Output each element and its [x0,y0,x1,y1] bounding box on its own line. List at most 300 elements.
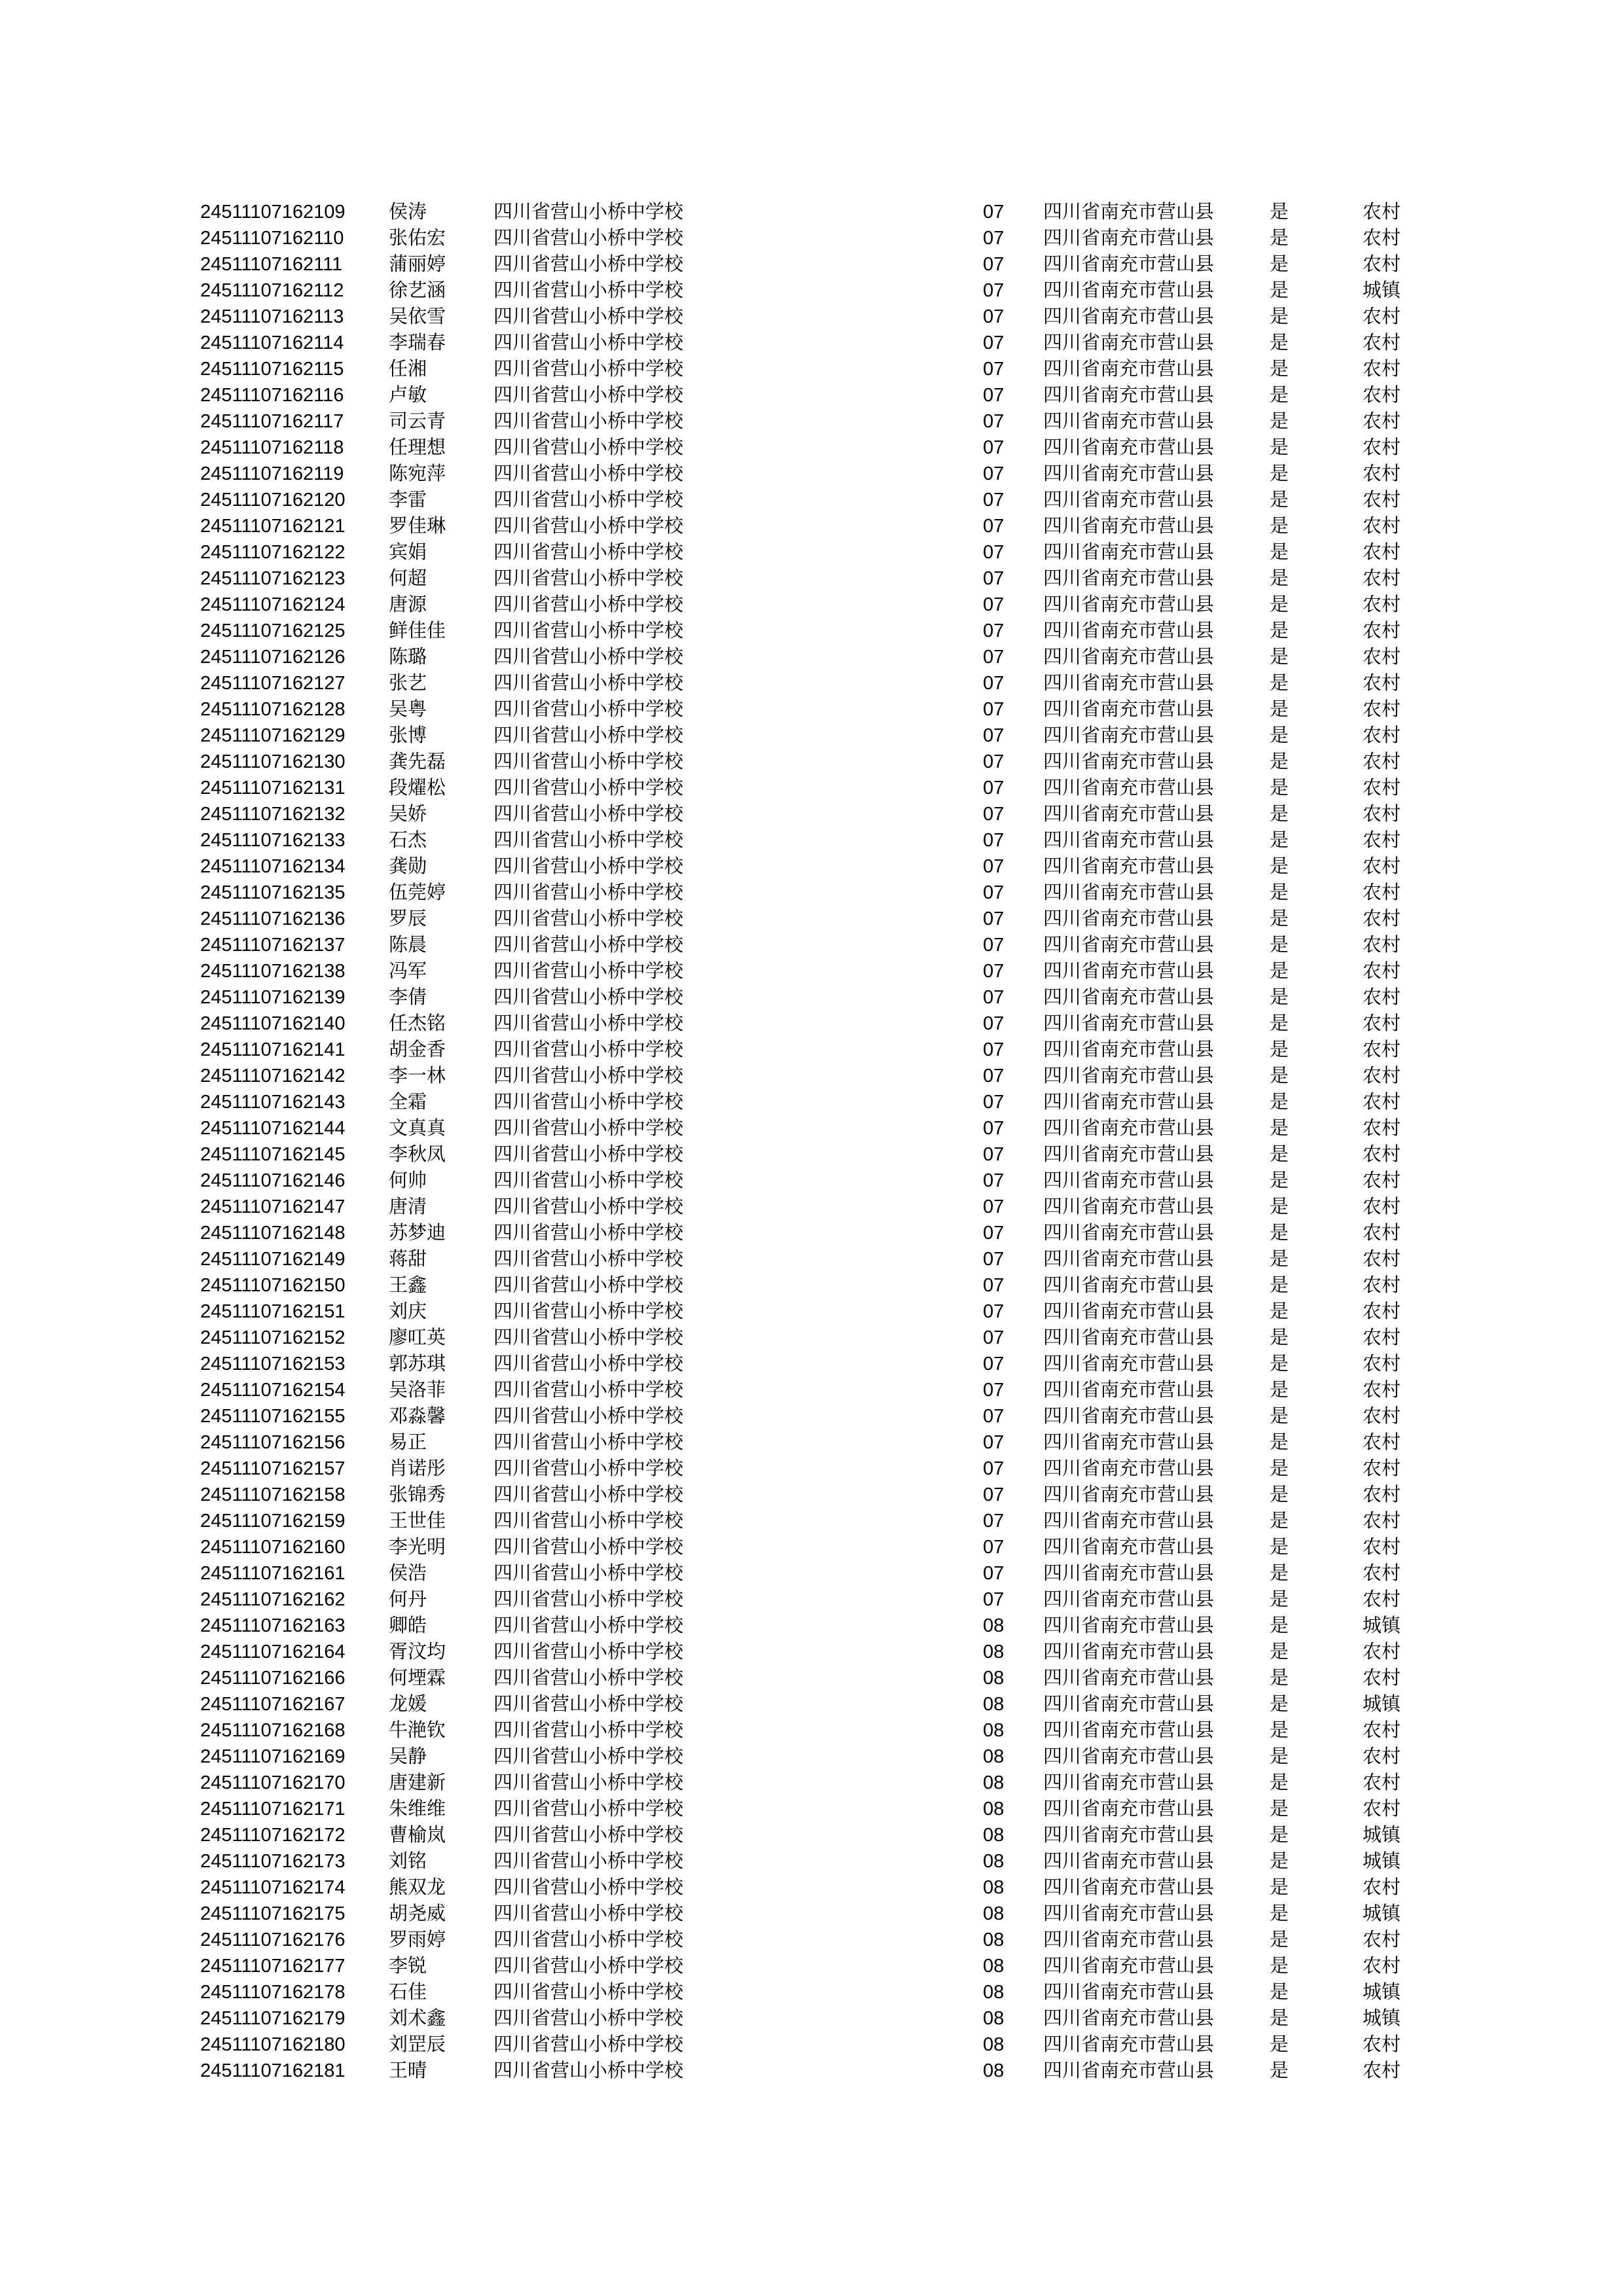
student-id: 24511107162111 [200,254,343,275]
school-name: 四川省营山小桥中学校 [493,1144,684,1165]
student-id: 24511107162129 [200,725,346,746]
student-id: 24511107162120 [200,490,346,511]
grade-code: 07 [983,1092,1005,1113]
student-name: 任杰铭 [389,1013,446,1034]
list-item [0,1953,1623,1979]
region: 四川省南充市营山县 [1043,1039,1215,1060]
region: 四川省南充市营山县 [1043,594,1215,615]
list-item [0,1822,1623,1848]
flag-value: 是 [1270,1877,1289,1898]
school-name: 四川省营山小桥中学校 [493,699,684,720]
flag-value: 是 [1270,1563,1289,1584]
area-type: 农村 [1363,1799,1401,1820]
list-item [0,225,1623,251]
school-name: 四川省营山小桥中学校 [493,1694,684,1715]
area-type: 农村 [1363,1589,1401,1610]
list-item [0,1665,1623,1691]
list-item [0,1456,1623,1482]
list-item [0,1403,1623,1429]
region: 四川省南充市营山县 [1043,463,1215,484]
school-name: 四川省营山小桥中学校 [493,1772,684,1793]
region: 四川省南充市营山县 [1043,2060,1215,2081]
list-item [0,1063,1623,1089]
region: 四川省南充市营山县 [1043,1799,1215,1820]
flag-value: 是 [1270,1092,1289,1113]
grade-code: 07 [983,228,1005,249]
region: 四川省南充市营山县 [1043,1851,1215,1872]
area-type: 农村 [1363,725,1401,746]
area-type: 农村 [1363,463,1401,484]
grade-code: 07 [983,568,1005,589]
grade-code: 07 [983,1589,1005,1610]
list-item [0,1587,1623,1613]
region: 四川省南充市营山县 [1043,1982,1215,2003]
school-name: 四川省营山小桥中学校 [493,1301,684,1322]
list-item [0,2058,1623,2084]
grade-code: 07 [983,1380,1005,1401]
region: 四川省南充市营山县 [1043,1327,1215,1348]
school-name: 四川省营山小桥中学校 [493,1641,684,1662]
grade-code: 07 [983,1537,1005,1558]
list-item [0,1482,1623,1508]
list-item [0,853,1623,880]
list-item [0,1560,1623,1587]
flag-value: 是 [1270,908,1289,929]
flag-value: 是 [1270,699,1289,720]
grade-code: 07 [983,306,1005,327]
student-name: 曹榆岚 [389,1825,446,1846]
grade-code: 08 [983,2034,1005,2055]
student-id: 24511107162152 [200,1327,346,1348]
student-name: 罗佳琳 [389,516,446,537]
student-id: 24511107162180 [200,2034,346,2055]
region: 四川省南充市营山县 [1043,1956,1215,1977]
area-type: 农村 [1363,1170,1401,1191]
list-item [0,723,1623,749]
grade-code: 07 [983,935,1005,956]
school-name: 四川省营山小桥中学校 [493,1249,684,1270]
flag-value: 是 [1270,359,1289,380]
region: 四川省南充市营山县 [1043,1903,1215,1924]
flag-value: 是 [1270,1301,1289,1322]
student-id: 24511107162119 [200,463,344,484]
grade-code: 07 [983,1223,1005,1244]
list-item [0,408,1623,435]
student-name: 陈晨 [389,935,427,956]
flag-value: 是 [1270,1746,1289,1767]
grade-code: 07 [983,1144,1005,1165]
grade-code: 07 [983,1301,1005,1322]
grade-code: 08 [983,1799,1005,1820]
region: 四川省南充市营山县 [1043,1641,1215,1662]
student-id: 24511107162114 [200,332,344,353]
region: 四川省南充市营山县 [1043,908,1215,929]
student-name: 牛滟钦 [389,1720,446,1741]
area-type: 农村 [1363,306,1401,327]
area-type: 农村 [1363,254,1401,275]
flag-value: 是 [1270,1929,1289,1950]
student-id: 24511107162175 [200,1903,346,1924]
area-type: 农村 [1363,1563,1401,1584]
grade-code: 08 [983,2008,1005,2029]
student-id: 24511107162163 [200,1615,346,1636]
area-type: 农村 [1363,699,1401,720]
student-name: 张锦秀 [389,1484,446,1505]
student-id: 24511107162109 [200,202,346,223]
school-name: 四川省营山小桥中学校 [493,516,684,537]
school-name: 四川省营山小桥中学校 [493,1354,684,1374]
student-name: 王世佳 [389,1511,446,1532]
region: 四川省南充市营山县 [1043,1170,1215,1191]
school-name: 四川省营山小桥中学校 [493,1039,684,1060]
area-type: 城镇 [1363,1982,1401,2003]
grade-code: 07 [983,908,1005,929]
school-name: 四川省营山小桥中学校 [493,1720,684,1741]
student-name: 蒋甜 [389,1249,427,1270]
list-item [0,199,1623,225]
region: 四川省南充市营山县 [1043,935,1215,956]
area-type: 农村 [1363,1877,1401,1898]
student-name: 罗雨婷 [389,1929,446,1950]
school-name: 四川省营山小桥中学校 [493,280,684,301]
region: 四川省南充市营山县 [1043,437,1215,458]
school-name: 四川省营山小桥中学校 [493,542,684,563]
region: 四川省南充市营山县 [1043,1825,1215,1846]
region: 四川省南充市营山县 [1043,1406,1215,1427]
list-item [0,827,1623,853]
list-item [0,1691,1623,1717]
student-id: 24511107162181 [200,2060,346,2081]
student-id: 24511107162112 [200,280,344,301]
flag-value: 是 [1270,725,1289,746]
student-name: 李雷 [389,490,427,511]
student-id: 24511107162154 [200,1380,346,1401]
student-name: 文真真 [389,1118,446,1139]
school-name: 四川省营山小桥中学校 [493,1563,684,1584]
student-id: 24511107162145 [200,1144,346,1165]
list-item [0,435,1623,461]
list-item [0,487,1623,513]
grade-code: 08 [983,1615,1005,1636]
grade-code: 07 [983,1013,1005,1034]
area-type: 城镇 [1363,1694,1401,1715]
student-name: 石佳 [389,1982,427,2003]
school-name: 四川省营山小桥中学校 [493,1458,684,1479]
area-type: 农村 [1363,1118,1401,1139]
region: 四川省南充市营山县 [1043,778,1215,798]
flag-value: 是 [1270,673,1289,694]
flag-value: 是 [1270,202,1289,223]
student-name: 王鑫 [389,1275,427,1296]
flag-value: 是 [1270,1589,1289,1610]
area-type: 农村 [1363,1720,1401,1741]
student-id: 24511107162130 [200,751,346,772]
flag-value: 是 [1270,751,1289,772]
grade-code: 07 [983,594,1005,615]
student-name: 何丹 [389,1589,427,1610]
student-name: 廖叿英 [389,1327,446,1348]
student-id: 24511107162164 [200,1641,346,1662]
area-type: 农村 [1363,437,1401,458]
grade-code: 08 [983,1746,1005,1767]
student-name: 卢敏 [389,385,427,406]
flag-value: 是 [1270,882,1289,903]
student-name: 全霜 [389,1092,427,1113]
student-id: 24511107162155 [200,1406,346,1427]
region: 四川省南充市营山县 [1043,542,1215,563]
student-name: 陈宛萍 [389,463,446,484]
student-id: 24511107162136 [200,908,346,929]
student-id: 24511107162170 [200,1772,346,1793]
flag-value: 是 [1270,2008,1289,2029]
school-name: 四川省营山小桥中学校 [493,463,684,484]
student-name: 胡金香 [389,1039,446,1060]
student-id: 24511107162142 [200,1066,346,1086]
area-type: 农村 [1363,908,1401,929]
flag-value: 是 [1270,1825,1289,1846]
school-name: 四川省营山小桥中学校 [493,202,684,223]
grade-code: 07 [983,1406,1005,1427]
list-item [0,670,1623,696]
school-name: 四川省营山小桥中学校 [493,830,684,851]
grade-code: 08 [983,1982,1005,2003]
grade-code: 07 [983,830,1005,851]
list-item [0,1744,1623,1770]
student-id: 24511107162117 [200,411,344,432]
student-id: 24511107162150 [200,1275,346,1296]
student-id: 24511107162153 [200,1354,346,1374]
student-id: 24511107162159 [200,1511,346,1532]
region: 四川省南充市营山县 [1043,280,1215,301]
area-type: 农村 [1363,1537,1401,1558]
student-name: 李一林 [389,1066,446,1086]
student-id: 24511107162132 [200,804,346,825]
area-type: 农村 [1363,516,1401,537]
list-item [0,984,1623,1011]
region: 四川省南充市营山县 [1043,1772,1215,1793]
list-item [0,356,1623,382]
flag-value: 是 [1270,1511,1289,1532]
grade-code: 07 [983,856,1005,877]
student-list [0,199,1623,2084]
list-item [0,1874,1623,1901]
list-item [0,644,1623,670]
student-name: 侯浩 [389,1563,427,1584]
student-name: 郭苏琪 [389,1354,446,1374]
flag-value: 是 [1270,1039,1289,1060]
student-name: 刘术鑫 [389,2008,446,2029]
school-name: 四川省营山小桥中学校 [493,908,684,929]
region: 四川省南充市营山县 [1043,1746,1215,1767]
list-item [0,1115,1623,1141]
school-name: 四川省营山小桥中学校 [493,1537,684,1558]
area-type: 农村 [1363,385,1401,406]
area-type: 农村 [1363,935,1401,956]
region: 四川省南充市营山县 [1043,1196,1215,1217]
student-id: 24511107162141 [200,1039,346,1060]
school-name: 四川省营山小桥中学校 [493,935,684,956]
flag-value: 是 [1270,1772,1289,1793]
flag-value: 是 [1270,1170,1289,1191]
grade-code: 07 [983,647,1005,668]
region: 四川省南充市营山县 [1043,830,1215,851]
student-name: 苏梦迪 [389,1223,446,1244]
school-name: 四川省营山小桥中学校 [493,1589,684,1610]
student-id: 24511107162134 [200,856,346,877]
school-name: 四川省营山小桥中学校 [493,254,684,275]
region: 四川省南充市营山县 [1043,751,1215,772]
area-type: 农村 [1363,1956,1401,1977]
student-id: 24511107162173 [200,1851,346,1872]
student-id: 24511107162137 [200,935,346,956]
region: 四川省南充市营山县 [1043,385,1215,406]
student-id: 24511107162167 [200,1694,346,1715]
school-name: 四川省营山小桥中学校 [493,490,684,511]
region: 四川省南充市营山县 [1043,1223,1215,1244]
grade-code: 08 [983,1694,1005,1715]
list-item [0,1901,1623,1927]
student-name: 任理想 [389,437,446,458]
grade-code: 07 [983,516,1005,537]
student-id: 24511107162166 [200,1668,346,1689]
area-type: 农村 [1363,568,1401,589]
school-name: 四川省营山小桥中学校 [493,2008,684,2029]
student-name: 何帅 [389,1170,427,1191]
school-name: 四川省营山小桥中学校 [493,411,684,432]
area-type: 城镇 [1363,1615,1401,1636]
area-type: 农村 [1363,359,1401,380]
school-name: 四川省营山小桥中学校 [493,725,684,746]
area-type: 农村 [1363,332,1401,353]
area-type: 农村 [1363,751,1401,772]
grade-code: 07 [983,620,1005,641]
list-item [0,1011,1623,1037]
student-name: 陈璐 [389,647,427,668]
student-name: 唐建新 [389,1772,446,1793]
student-name: 吴依雪 [389,306,446,327]
student-name: 李锐 [389,1956,427,1977]
area-type: 农村 [1363,411,1401,432]
student-name: 刘庆 [389,1301,427,1322]
student-id: 24511107162121 [200,516,346,537]
flag-value: 是 [1270,228,1289,249]
flag-value: 是 [1270,1668,1289,1689]
region: 四川省南充市营山县 [1043,1144,1215,1165]
student-name: 伍莞婷 [389,882,446,903]
flag-value: 是 [1270,1903,1289,1924]
flag-value: 是 [1270,1615,1289,1636]
school-name: 四川省营山小桥中学校 [493,647,684,668]
list-item [0,1141,1623,1168]
school-name: 四川省营山小桥中学校 [493,1275,684,1296]
area-type: 农村 [1363,830,1401,851]
student-id: 24511107162156 [200,1432,346,1453]
school-name: 四川省营山小桥中学校 [493,1380,684,1401]
grade-code: 08 [983,1641,1005,1662]
grade-code: 07 [983,725,1005,746]
student-name: 肖诺彤 [389,1458,446,1479]
student-name: 张佑宏 [389,228,446,249]
grade-code: 08 [983,1720,1005,1741]
list-item [0,1508,1623,1534]
flag-value: 是 [1270,306,1289,327]
region: 四川省南充市营山县 [1043,647,1215,668]
student-id: 24511107162162 [200,1589,346,1610]
region: 四川省南充市营山县 [1043,987,1215,1008]
region: 四川省南充市营山县 [1043,2008,1215,2029]
flag-value: 是 [1270,411,1289,432]
school-name: 四川省营山小桥中学校 [493,306,684,327]
flag-value: 是 [1270,1956,1289,1977]
region: 四川省南充市营山县 [1043,1668,1215,1689]
student-name: 唐清 [389,1196,427,1217]
student-id: 24511107162123 [200,568,346,589]
area-type: 农村 [1363,1380,1401,1401]
grade-code: 08 [983,1903,1005,1924]
student-id: 24511107162135 [200,882,346,903]
student-id: 24511107162140 [200,1013,346,1034]
grade-code: 07 [983,1170,1005,1191]
list-item [0,1927,1623,1953]
area-type: 城镇 [1363,2008,1401,2029]
list-item [0,330,1623,356]
region: 四川省南充市营山县 [1043,490,1215,511]
flag-value: 是 [1270,437,1289,458]
student-id: 24511107162158 [200,1484,346,1505]
list-item [0,1377,1623,1403]
student-id: 24511107162126 [200,647,346,668]
list-item [0,932,1623,958]
list-item [0,696,1623,723]
school-name: 四川省营山小桥中学校 [493,882,684,903]
student-name: 石杰 [389,830,427,851]
student-id: 24511107162161 [200,1563,346,1584]
student-name: 段燿松 [389,778,446,798]
student-name: 罗辰 [389,908,427,929]
student-name: 蒲丽婷 [389,254,446,275]
student-id: 24511107162176 [200,1929,346,1950]
student-id: 24511107162138 [200,961,346,982]
flag-value: 是 [1270,1982,1289,2003]
region: 四川省南充市营山县 [1043,699,1215,720]
area-type: 农村 [1363,542,1401,563]
area-type: 农村 [1363,673,1401,694]
student-id: 24511107162147 [200,1196,346,1217]
flag-value: 是 [1270,2034,1289,2055]
student-name: 任湘 [389,359,427,380]
flag-value: 是 [1270,254,1289,275]
grade-code: 07 [983,751,1005,772]
list-item [0,565,1623,592]
student-id: 24511107162174 [200,1877,346,1898]
school-name: 四川省营山小桥中学校 [493,751,684,772]
grade-code: 07 [983,673,1005,694]
flag-value: 是 [1270,1406,1289,1427]
area-type: 农村 [1363,1249,1401,1270]
grade-code: 07 [983,961,1005,982]
grade-code: 07 [983,804,1005,825]
school-name: 四川省营山小桥中学校 [493,1511,684,1532]
flag-value: 是 [1270,1799,1289,1820]
grade-code: 07 [983,1327,1005,1348]
grade-code: 07 [983,987,1005,1008]
list-item [0,958,1623,984]
area-type: 农村 [1363,1092,1401,1113]
grade-code: 07 [983,542,1005,563]
student-id: 24511107162148 [200,1223,346,1244]
student-name: 李秋凤 [389,1144,446,1165]
grade-code: 08 [983,1772,1005,1793]
